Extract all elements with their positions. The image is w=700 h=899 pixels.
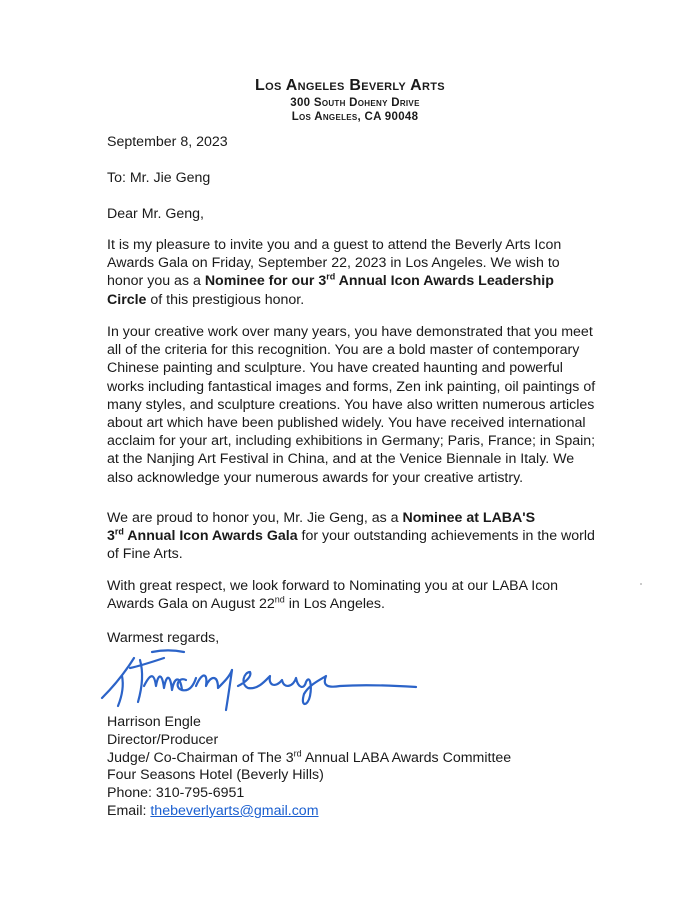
letter-date: September 8, 2023 xyxy=(107,134,228,150)
para1-text-a: It is my pleasure to invite you and a guest to attend the Beverly Arts Icon Awards Gala on Friday, September 22, 2023 in Los Angeles. We wish to honor you as a xyxy=(107,237,562,290)
para3-bold-b: 3 xyxy=(107,528,115,545)
para3-bold-a: Nominee at LABA'S xyxy=(402,510,536,526)
para3-bold-c: Annual Icon Awards Gala xyxy=(123,528,298,545)
signer-role-a: Judge/ Co-Chairman of The 3 xyxy=(107,749,294,766)
paragraph-honor xyxy=(107,509,597,564)
closing: Warmest regards, xyxy=(107,630,220,646)
recipient-line: To: Mr. Jie Geng xyxy=(107,170,211,186)
paragraph-recognition: In your creative work over many years, you have demonstrated that you meet all of the criteria for this recognition. You are a bold master of contemporary Chinese painting and sculpture. You have created haunting and powerful works including fantastical images and forms, Zen ink painting, oil paintings of many styles, and sculpture creations. You have also written numerous articles about art which have been published widely. You have received international acclaim for your art, including exhibitions in Germany; Paris, France; in Spain; at the Nanjing Art Festival in China, and at the Venice Biennale in Italy. We also acknowledge your numerous awards for your creative artistry. xyxy=(107,324,596,486)
salutation: Dear Mr. Geng, xyxy=(107,206,204,222)
paragraph-gala xyxy=(107,577,597,613)
letterhead-address-street: 300 South Doheny Drive xyxy=(290,97,420,109)
para1-bold-a: Nominee for our 3 xyxy=(204,273,327,290)
letterhead-address-city: Los Angeles, CA 90048 xyxy=(291,111,419,123)
para1-bold-sup: rd xyxy=(326,271,336,282)
para4-sup: nd xyxy=(274,594,285,605)
para4-text-a: With great respect, we look forward to Nominating you at our LABA Icon Awards Gala on August 22 xyxy=(107,578,559,613)
para1-text-b: of this prestigious honor. xyxy=(146,291,305,308)
para4-text-b: in Los Angeles. xyxy=(284,596,385,613)
para1-bold-b: Annual Icon Awards Leadership Circle xyxy=(107,273,554,308)
para3-text-b: for your outstanding achievements in the world of Fine Arts. xyxy=(107,528,595,563)
signer-role xyxy=(107,747,627,768)
signer-phone: Phone: 310-795-6951 xyxy=(107,785,245,802)
letterhead-org: Los Angeles Beverly Arts xyxy=(255,77,445,94)
scan-speck xyxy=(640,583,642,585)
letterhead xyxy=(0,76,700,124)
signer-location: Four Seasons Hotel (Beverly Hills) xyxy=(107,767,324,784)
signer-email-label: Email: xyxy=(107,802,151,819)
email-link[interactable]: thebeverlyarts@gmail.com xyxy=(150,802,319,819)
signer-name: Harrison Engle xyxy=(107,714,201,730)
signer-email-line xyxy=(107,803,627,821)
signer-role-b: Annual LABA Awards Committee xyxy=(301,749,512,766)
paragraph-invitation xyxy=(107,236,597,309)
signature-block xyxy=(107,714,627,821)
para3-bold-sup: rd xyxy=(114,526,124,537)
signature xyxy=(100,646,420,716)
signer-role-sup: rd xyxy=(293,747,302,758)
signer-title: Director/Producer xyxy=(107,731,219,748)
para3-text-a: We are proud to honor you, Mr. Jie Geng, as a xyxy=(107,510,403,526)
